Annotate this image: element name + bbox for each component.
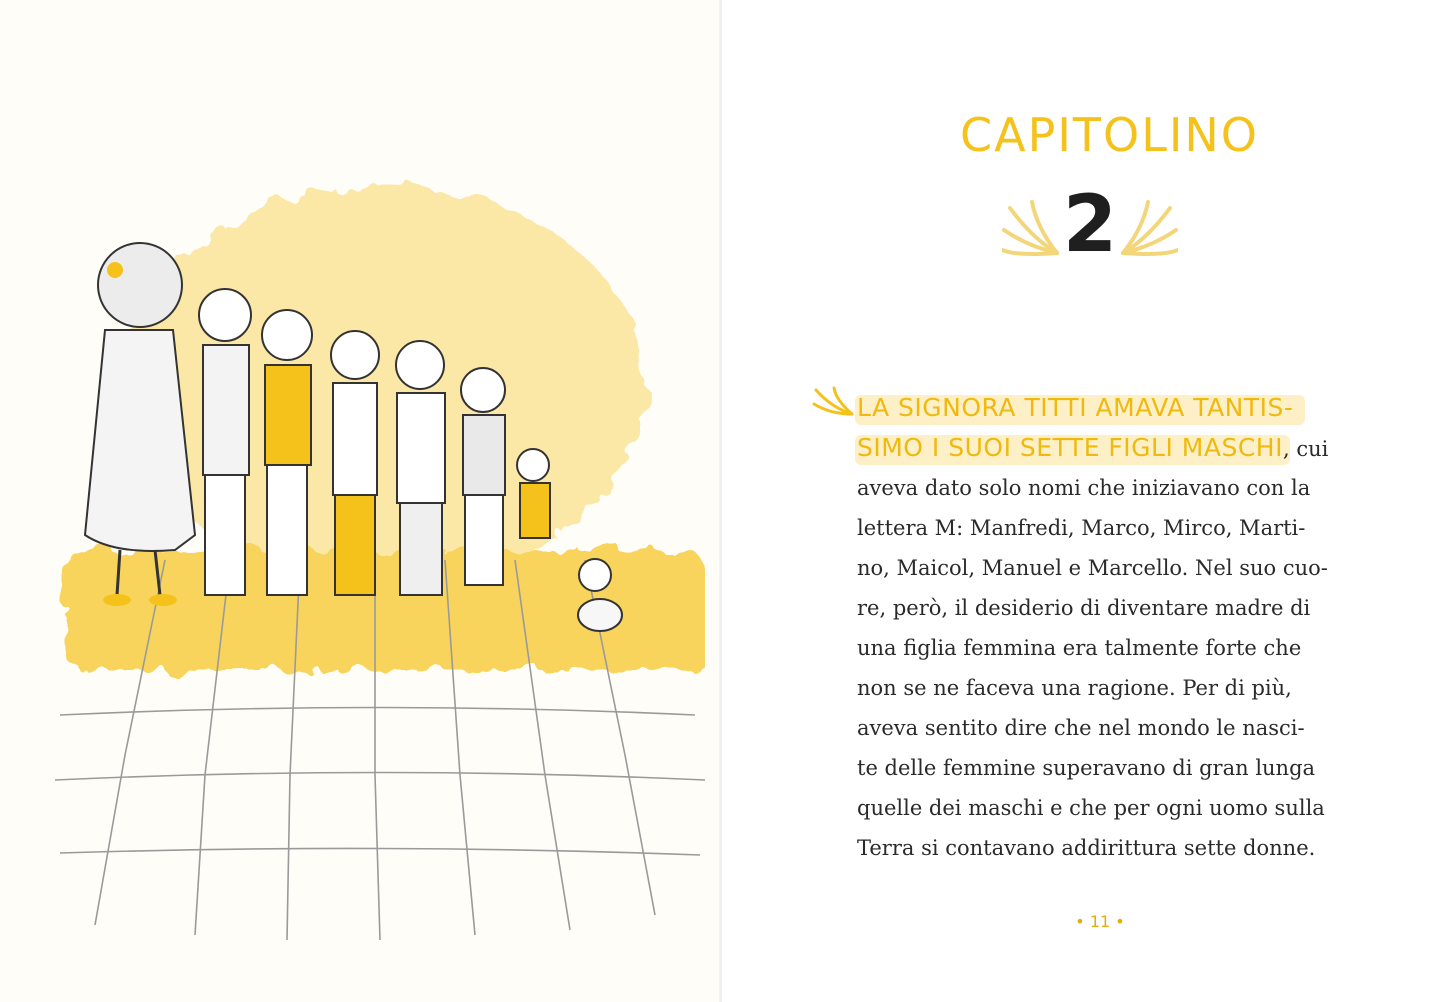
- chapter-heading: CAPITOLINO: [960, 108, 1260, 162]
- body-line: lettera M: Manfredi, Marco, Mirco, Marti-: [857, 516, 1306, 540]
- family-illustration: [55, 155, 705, 945]
- body-line-caps: SIMO I SUOI SETTE FIGLI MASCHI: [857, 433, 1283, 462]
- chapter-number-block: [1000, 180, 1180, 270]
- body-line: aveva dato solo nomi che iniziavano con la: [857, 476, 1311, 500]
- chapter-number: 2: [1062, 180, 1118, 270]
- body-line: re, però, il desiderio di diventare madre di: [857, 596, 1311, 620]
- right-burst-icon: [1118, 198, 1178, 258]
- body-line-tail: , cui: [1282, 437, 1329, 461]
- body-line: Terra si contavano addirittura sette donne.: [857, 836, 1316, 860]
- body-line-mixed: [857, 428, 1328, 468]
- body-line: no, Maicol, Manuel e Marcello. Nel suo cuo-: [857, 556, 1328, 580]
- page-number: • 11 •: [1075, 912, 1125, 931]
- body-line: aveva sentito dire che nel mondo le nasci-: [857, 716, 1305, 740]
- body-line: te delle femmine superavano di gran lunga: [857, 756, 1316, 780]
- body-line: quelle dei maschi e che per ogni uomo sulla: [857, 796, 1325, 820]
- body-line: non se ne faceva una ragione. Per di più,: [857, 676, 1292, 700]
- body-line: una figlia femmina era talmente forte che: [857, 636, 1302, 660]
- body-line: LA SIGNORA TITTI AMAVA TANTIS-: [857, 393, 1294, 422]
- left-page: [0, 0, 722, 1002]
- paragraph-flourish-icon: [812, 386, 854, 420]
